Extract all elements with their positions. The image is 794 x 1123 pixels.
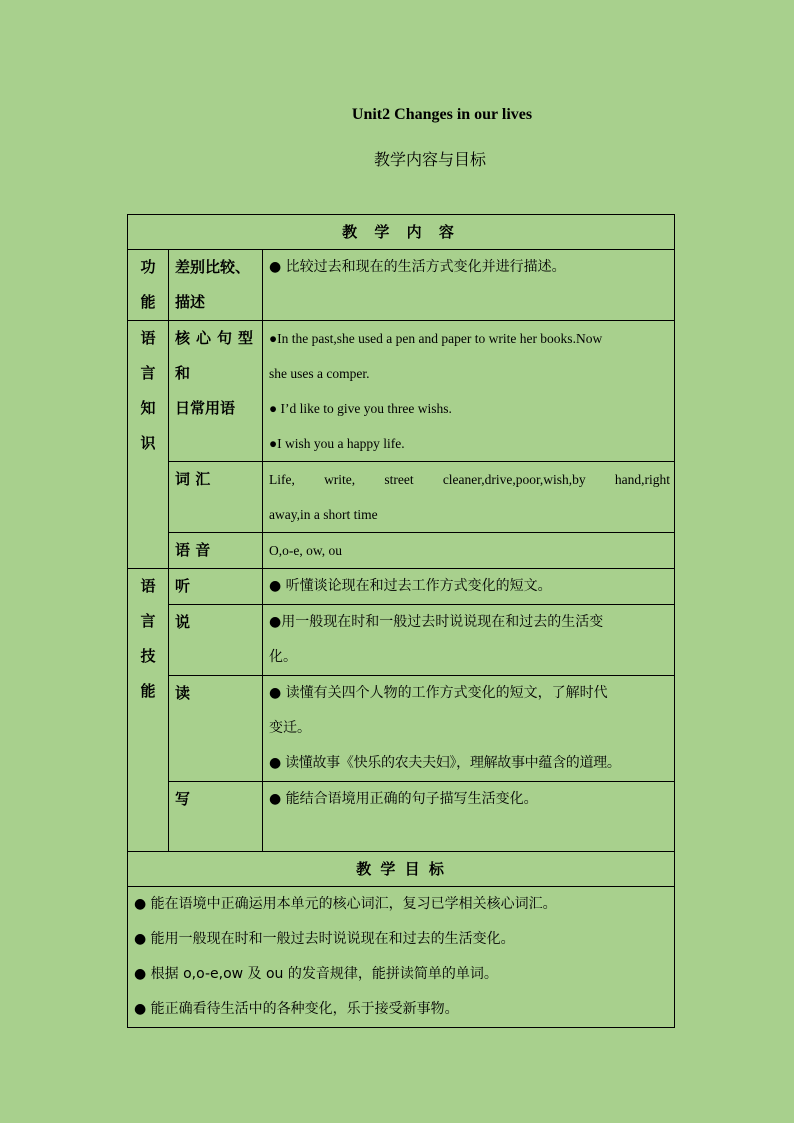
document-subtitle: 教学内容与目标: [373, 150, 486, 169]
goal-item: ● 能用一般现在时和一般过去时说说现在和过去的生活变化。: [134, 931, 515, 947]
function-category: 功 能: [128, 250, 169, 321]
vocabulary-line-1: Life, write, street cleaner,drive,poor,wish,by hand,right: [269, 472, 670, 487]
read-label: 读: [169, 676, 263, 782]
function-label: 差别比较、 描述: [169, 250, 263, 321]
write-label: 写: [169, 782, 263, 852]
phonics-content: O,o-e, ow, ou: [263, 533, 675, 569]
phonics-label: 语 音: [169, 533, 263, 569]
write-row: [128, 782, 675, 852]
write-content: ● 能结合语境用正确的句子描写生活变化。: [263, 782, 675, 852]
goal-item: ● 能正确看待生活中的各种变化，乐于接受新事物。: [134, 1001, 459, 1017]
vocabulary-row: [128, 462, 675, 533]
speak-content: ●用一般现在时和一般过去时说说现在和过去的生活变 化。: [263, 605, 675, 676]
language-knowledge-category: 语 言 知 识: [128, 321, 169, 569]
vocabulary-content: Life, write, street cleaner,drive,poor,wish,by hand,right away,in a short time: [263, 462, 675, 533]
read-content: ● 读懂有关四个人物的工作方式变化的短文，了解时代 变迁。 ● 读懂故事《快乐的农夫夫妇》，理解故事中蕴含的道理。: [263, 676, 675, 782]
patterns-content: ●In the past,she used a pen and paper to write her books.Now she uses a comper. ● I’d like to give you three wishs. ●I wish you a happy life.: [263, 321, 675, 462]
listen-content: ● 听懂谈论现在和过去工作方式变化的短文。: [263, 569, 675, 605]
listen-label: 听: [169, 569, 263, 605]
content-header: 教 学 内 容: [128, 215, 675, 250]
patterns-row: [128, 321, 675, 462]
goals-row: [128, 887, 675, 1028]
function-row: [128, 250, 675, 321]
document-title: Unit2 Changes in our lives: [351, 106, 533, 123]
speak-row: [128, 605, 675, 676]
listen-row: [128, 569, 675, 605]
phonics-row: [128, 533, 675, 569]
vocabulary-label: 词 汇: [169, 462, 263, 533]
goal-item: ● 根据 o,o-e,ow 及 ou 的发音规律，能拼读简单的单词。: [134, 966, 498, 982]
teaching-plan-table: [127, 214, 675, 1028]
read-row: [128, 676, 675, 782]
goals-header-row: [128, 852, 675, 887]
goals-list: [128, 887, 675, 1028]
goals-header: 教 学 目 标: [128, 852, 675, 887]
language-skills-category: 语 言 技 能: [128, 569, 169, 852]
content-header-row: [128, 215, 675, 250]
speak-label: 说: [169, 605, 263, 676]
patterns-label: 核心句型 和 日常用语: [169, 321, 263, 462]
goal-item: ● 能在语境中正确运用本单元的核心词汇，复习已学相关核心词汇。: [134, 896, 557, 912]
function-content: ● 比较过去和现在的生活方式变化并进行描述。: [263, 250, 675, 321]
